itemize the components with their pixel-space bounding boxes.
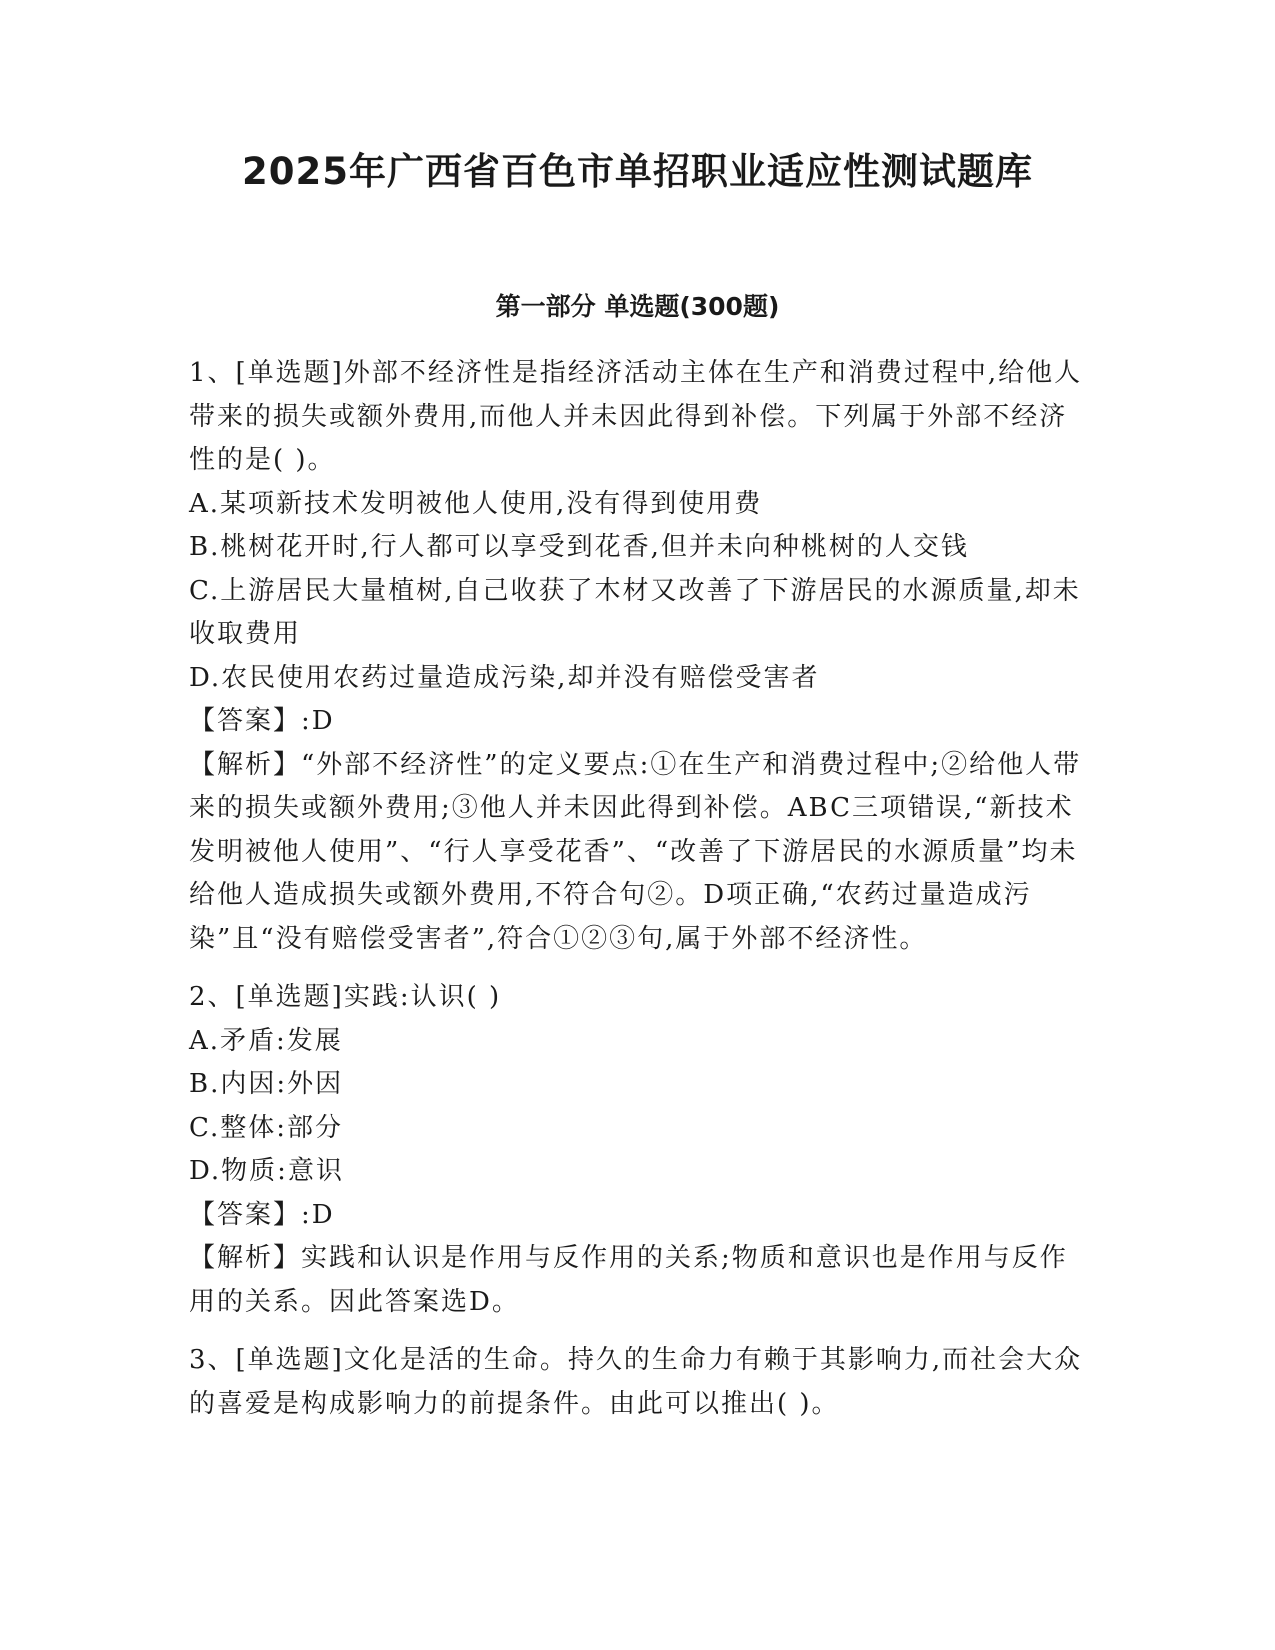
analysis: 【解析】实践和认识是作用与反作用的关系;物质和意识也是作用与反作用的关系。因此答案选D。 [189, 1243, 1068, 1317]
answer: 【答案】:D [189, 1199, 335, 1230]
option-d: D.农民使用农药过量造成污染,却并没有赔偿受害者 [189, 662, 820, 693]
question-3 [189, 1339, 1089, 1426]
option-b: B.内因:外因 [189, 1069, 344, 1099]
option-d: D.物质:意识 [189, 1156, 344, 1186]
analysis: 【解析】“外部不经济性”的定义要点:①在生产和消费过程中;②给他人带来的损失或额外费用;③他人并未因此得到补偿。ABC三项错误,“新技术发明被他人使用”、“行人享受花香”、“改善了下游居民的水源质量”均未给他人造成损失或额外费用,不符合句②。D项正确,“农药过量造成污染”且“没有赔偿受害者”,符合①②③句,属于外部不经济性。 [189, 749, 1082, 954]
question-stem: 2、[单选题]实践:认识( ) [189, 982, 502, 1012]
option-c: C.整体:部分 [189, 1112, 343, 1143]
option-b: B.桃树花开时,行人都可以享受到花香,但并未向种桃树的人交钱 [189, 532, 969, 562]
option-c: C.上游居民大量植树,自己收获了木材又改善了下游居民的水源质量,却未收取费用 [189, 575, 1081, 649]
section-title: 第一部分 单选题(300题) [495, 292, 780, 321]
document-title: 2025年广西省百色市单招职业适应性测试题库 [242, 150, 1033, 193]
question-stem: 1、[单选题]外部不经济性是指经济活动主体在生产和消费过程中,给他人带来的损失或额外费用,而他人并未因此得到补偿。下列属于外部不经济性的是( )。 [189, 358, 1083, 475]
question-1 [189, 352, 1089, 961]
question-2 [189, 976, 1089, 1324]
option-a: A.矛盾:发展 [189, 1025, 343, 1056]
question-stem: 3、[单选题]文化是活的生命。持久的生命力有赖于其影响力,而社会大众的喜爱是构成影响力的前提条件。由此可以推出( )。 [189, 1345, 1083, 1419]
option-a: A.某项新技术发明被他人使用,没有得到使用费 [189, 488, 763, 519]
answer: 【答案】:D [189, 706, 335, 736]
question-list [189, 352, 1089, 1426]
